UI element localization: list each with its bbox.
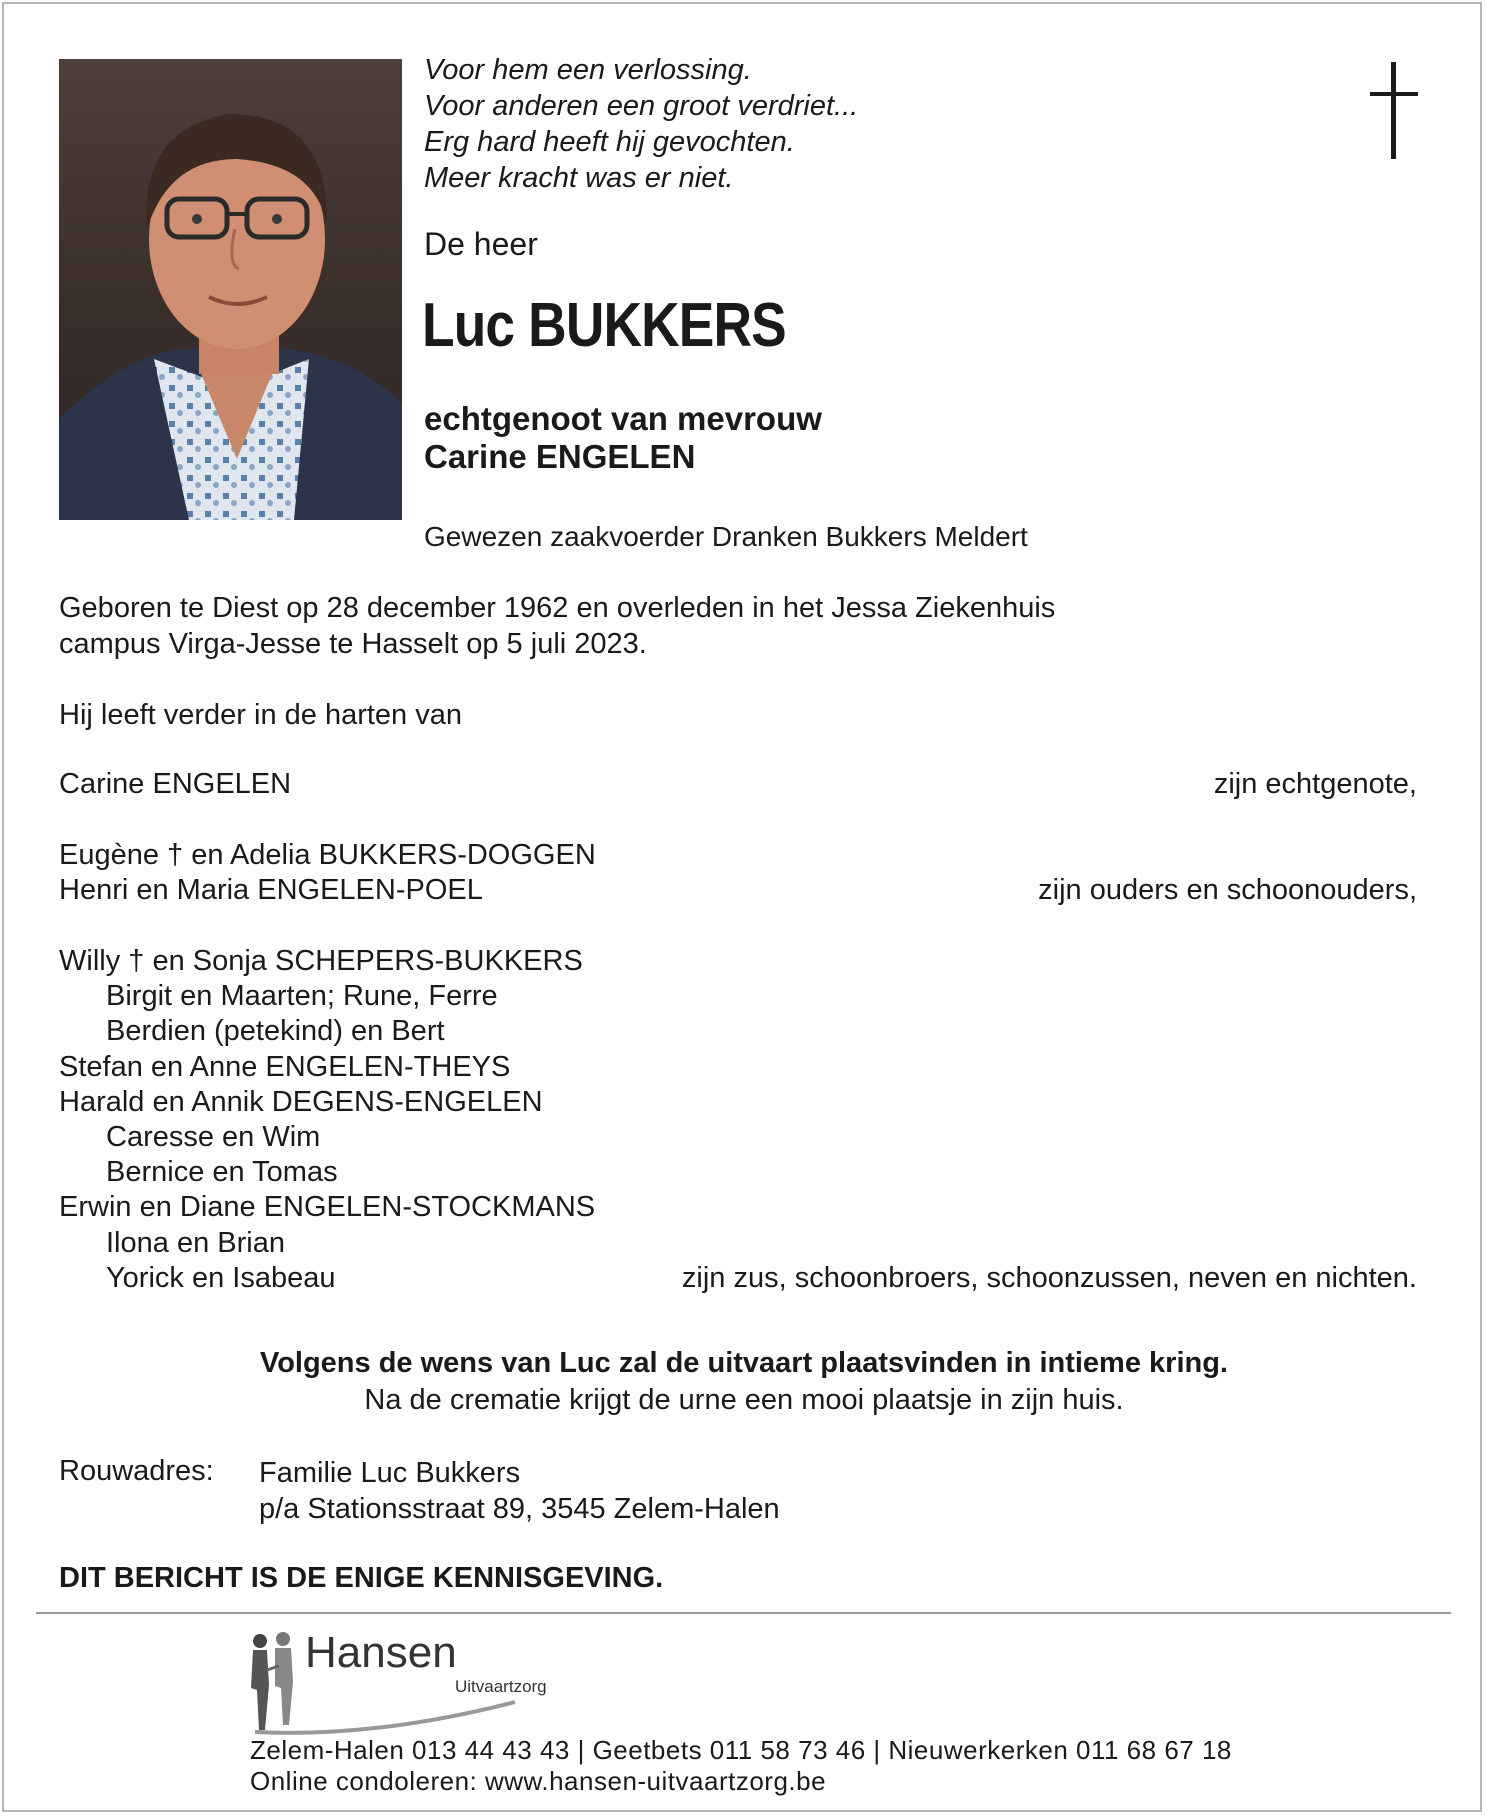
funeral-wish: Volgens de wens van Luc zal de uitvaart plaatsvinden in intieme kring. (260, 1347, 1228, 1379)
cross-icon (1370, 62, 1418, 159)
address-block (259, 1455, 780, 1527)
family-member: Yorick en Isabeau (106, 1261, 336, 1294)
family-relation: zijn ouders en schoonouders, (1038, 874, 1417, 907)
funeral-home-phones: Zelem-Halen 013 44 43 43 | Geetbets 011 58 73 46 | Nieuwerkerken 011 68 67 18 (250, 1735, 1232, 1765)
family-member: Harald en Annik DEGENS-ENGELEN (59, 1085, 543, 1118)
family-member: Henri en Maria ENGELEN-POEL (59, 874, 483, 907)
poem-line: Erg hard heeft hij gevochten. (424, 126, 795, 158)
title-prefix: De heer (424, 226, 538, 262)
address-line2: p/a Stationsstraat 89, 3545 Zelem-Halen (259, 1493, 780, 1525)
birth-death-line: campus Virga-Jesse te Hasselt op 5 juli 2023. (59, 628, 647, 660)
cremation-note: Na de crematie krijgt de urne een mooi plaatsje in zijn huis. (364, 1384, 1124, 1416)
divider (36, 1612, 1451, 1614)
family-member: Eugène † en Adelia BUKKERS-DOGGEN (59, 839, 596, 871)
spouse-block (424, 400, 822, 476)
portrait-illustration (59, 59, 402, 520)
family-member: Berdien (petekind) en Bert (106, 1015, 445, 1048)
address-line1: Familie Luc Bukkers (259, 1457, 521, 1489)
notice: DIT BERICHT IS DE ENIGE KENNISGEVING. (59, 1562, 664, 1594)
deceased-name: Luc BUKKERS (422, 291, 786, 360)
family-relation: zijn zus, schoonbroers, schoonzussen, neven en nichten. (681, 1261, 1417, 1294)
poem (424, 52, 858, 196)
family-member: Birgit en Maarten; Rune, Ferre (106, 980, 498, 1013)
spouse-line1: echtgenoot van mevrouw (424, 400, 822, 437)
family-spouse-relation: zijn echtgenote, (1213, 768, 1417, 800)
address-label: Rouwadres: (59, 1455, 214, 1487)
family-parents (59, 838, 1417, 908)
poem-line: Voor hem een verlossing. (424, 54, 752, 86)
family-siblings (59, 944, 1417, 1296)
family-spouse-name: Carine ENGELEN (59, 768, 292, 800)
funeral-home-name: Hansen (305, 1628, 457, 1677)
portrait-photo (59, 59, 402, 520)
poem-line: Meer kracht was er niet. (424, 162, 734, 194)
family-member: Stefan en Anne ENGELEN-THEYS (59, 1050, 511, 1083)
family-member: Bernice en Tomas (106, 1156, 338, 1189)
poem-line: Voor anderen een groot verdriet... (424, 90, 859, 122)
birth-death-text (59, 590, 1055, 662)
family-spouse (59, 767, 1417, 802)
birth-death-line: Geboren te Diest op 28 december 1962 en overleden in het Jessa Ziekenhuis (59, 592, 1056, 624)
family-member: Caresse en Wim (106, 1120, 321, 1153)
occupation: Gewezen zaakvoerder Dranken Bukkers Meldert (424, 521, 1028, 552)
family-member: Ilona en Brian (106, 1226, 285, 1259)
funeral-home-subtitle: Uitvaartzorg (455, 1677, 547, 1696)
funeral-home-condolences: Online condoleren: www.hansen-uitvaartzorg.be (250, 1766, 827, 1796)
family-member: Willy † en Sonja SCHEPERS-BUKKERS (59, 945, 583, 977)
spouse-line2: Carine ENGELEN (424, 438, 696, 475)
family-intro: Hij leeft verder in de harten van (59, 699, 462, 731)
family-member: Erwin en Diane ENGELEN-STOCKMANS (59, 1191, 596, 1224)
